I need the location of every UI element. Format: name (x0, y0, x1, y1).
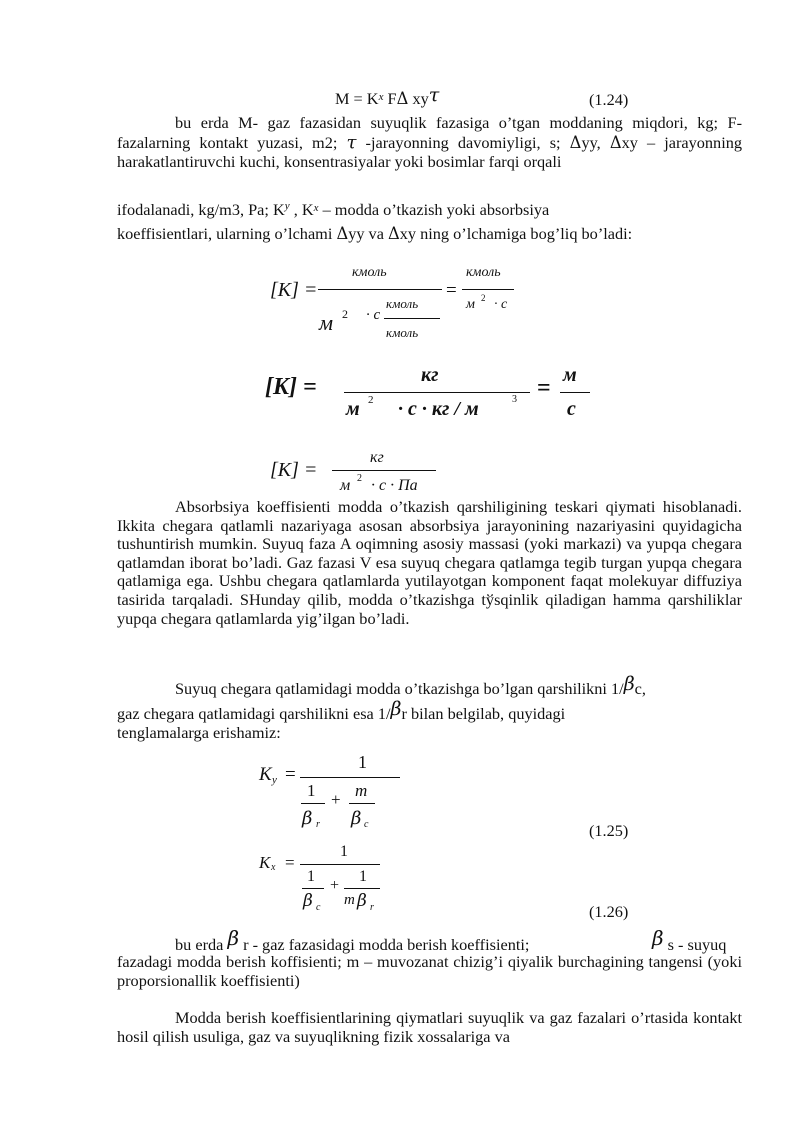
eq126-numerator: 1 (340, 843, 348, 860)
para1-text-a: bu erda M- gaz fazasidan suyuqlik fazasiga o’tgan moddaning miqdori, kg; F- fazalarning kontakt yuzasi, m2; (117, 113, 742, 152)
formula1-lhs: [K] = (270, 279, 318, 301)
formula2-den-rest: · с · кг / м (398, 398, 479, 420)
formula1-equals: = (446, 280, 457, 301)
eq124-x-symbol: x (378, 91, 384, 103)
para5-line1-right (652, 926, 727, 954)
beta-symbol: β (227, 926, 239, 950)
formula2-den-m: м (346, 398, 360, 420)
equation-1-24 (335, 84, 440, 110)
para2-text-a: ifodalanadi, kg/m3, Pa; K (117, 200, 285, 219)
x-symbol: x (313, 202, 319, 214)
formula1-right-den-2: 2 (481, 293, 486, 303)
formula2-equals: = (537, 375, 551, 401)
paragraph-contact-methods: Modda berish koeffisientlarining qiymatlari suyuqlik va gaz fazalari o’rtasida kontakt hosil qilish usuliga, gaz va suyuqlikning fizik xossalariga va (117, 1008, 742, 1046)
formula2-lhs: [K] = (265, 374, 317, 400)
delta-symbol: Δ (609, 132, 622, 152)
eq124-delta: Δ (396, 89, 409, 108)
formula1-numerator: кмоль (352, 265, 387, 280)
paragraph-definitions (117, 113, 742, 172)
formula2-right-den: с (567, 398, 576, 420)
formula1-den-m: м (319, 310, 334, 335)
delta-symbol: Δ (569, 132, 582, 152)
para2-text-b: , K (289, 200, 314, 219)
formula3-numerator: кг (370, 449, 384, 466)
formula1-inner-num: кмоль (386, 296, 419, 311)
paragraph-resistance (117, 673, 742, 742)
eq124-tau: τ (428, 84, 440, 106)
eq125-f2-sub: c (364, 819, 369, 830)
eq126-equals: = (285, 853, 295, 872)
eq126-f1-sub: c (316, 902, 321, 913)
eq126-plus: + (330, 877, 340, 894)
eq125-plus: + (331, 790, 341, 809)
para2-text-f: xy ning o’lchamiga bog’liq bo’ladi: (399, 224, 633, 243)
paragraph-absorption-theory: Absorbsiya koeffisienti modda o’tkazish qarshiligining teskari qiymati hisoblanadi. Ikkita chegara qatlamli nazariyaga asosan absorbsiya jarayonining nazariyasini quyidagicha tushuntirish mumkin. Suyuq faza A oqimning asosiy massasi (yoki markazi) va yupqa chegara qatlamdan iborat bo’ladi. Gaz fazasi V esa suyuq chegara qatlamga tegib turgan yupqa chegara qatlamiga ega. Ushbu chegara qatlamlarda yutilayotgan komponent faqat molekuyar diffuziya tasirida tarqaladi. SHunday qilib, modda o’tkazishga tўsqinlik qiladigan hamma qarshiliklar yupqa chegara qatlamlarda yig’ilgan bo’ladi. (117, 497, 742, 628)
formula2-den-2: 2 (368, 394, 374, 406)
para2-text-c: – modda o’tkazish yoki absorbsiya (318, 200, 550, 219)
beta-symbol: β (623, 673, 635, 695)
formula1-inner-bar (384, 318, 440, 319)
eq126-f2-bar (344, 888, 380, 889)
eq126-f2-sub: r (370, 902, 374, 913)
formula3-fraction-bar (332, 470, 436, 471)
formula2-right-num: м (563, 364, 577, 386)
beta-symbol: β (390, 698, 402, 720)
eq125-numerator: 1 (358, 752, 367, 772)
eq126-f2-num: 1 (359, 868, 367, 885)
delta-symbol: Δ (336, 224, 349, 243)
tau-symbol: τ (346, 131, 357, 153)
eq125-f1-sub: r (316, 819, 320, 830)
para4-text-b: c, (634, 679, 646, 698)
formula1-fraction-bar (318, 289, 442, 290)
eq126-main-bar (300, 864, 380, 865)
beta-symbol: β (652, 926, 664, 950)
para1-text-c: xy – jarayonning harakatlantiruvchi kuchi, konsentrasiyalar yoki bosimlar farqi orqali (117, 132, 743, 171)
para2-text-d: koeffisientlari, ularning o’lchami (117, 224, 337, 243)
formula1-inner-den: кмоль (386, 325, 419, 340)
eq125-lhs: K (259, 764, 272, 785)
para4-text-a: Suyuq chegara qatlamidagi modda o’tkazishga bo’lgan qarshilikni 1/ (175, 679, 624, 698)
formula3-den-m: м (340, 477, 351, 494)
y-superscript: y (284, 200, 290, 212)
para5-text-c: s - suyuq (667, 935, 727, 954)
delta-symbol: Δ (388, 224, 400, 243)
eq126-f1-bar (302, 888, 324, 889)
para4-text-e: tenglamalarga erishamiz: (117, 723, 281, 742)
eq126-lhs: K (259, 853, 271, 872)
para4-text-d: r bilan belgilab, quyidagi (401, 704, 566, 723)
eq125-f1-beta: β (302, 808, 313, 829)
formula2-numerator: кг (421, 364, 439, 386)
formula1-right-den-m: м (466, 297, 475, 312)
formula1-right-den-c: · с (494, 297, 508, 312)
formula3-lhs: [K] = (270, 459, 318, 481)
eq124-f: F (387, 89, 397, 108)
equation-number-1-24: (1.24) (589, 90, 629, 109)
formula2-right-bar (560, 392, 590, 393)
equation-number-1-25: (1.25) (589, 821, 629, 840)
para5-line1 (175, 926, 530, 954)
formula1-right-num: кмоль (466, 265, 501, 280)
eq126-f1-beta: β (303, 891, 313, 911)
formula2-den-3: 3 (512, 394, 517, 405)
eq125-main-bar (300, 777, 400, 778)
eq126-f2-beta: β (357, 891, 367, 911)
para1-text-b: -jarayonning davomiyligi, s; (356, 132, 570, 152)
eq125-f2-num: m (355, 781, 368, 800)
formula1-den-2: 2 (342, 307, 348, 321)
eq125-f1-num: 1 (307, 781, 316, 800)
paragraph-coefficient-definitions: fazadagi modda berish koffisienti; m – muvozanat chizig’i qiyalik burchagining tangensi (yoki proporsionallik koeffisienti) (117, 952, 742, 990)
eq126-lhs-sub: x (271, 862, 276, 873)
formula2-fraction-bar (344, 392, 530, 393)
eq125-lhs-sub: y (272, 774, 277, 786)
para1-text-yy: yy, (581, 132, 610, 152)
para5-text-a: bu erda (175, 935, 228, 954)
eq126-f2-m: m (344, 892, 355, 908)
para5-text-b: r - gaz fazasidagi modda berish koeffisienti; (243, 935, 530, 954)
formula3-den-2: 2 (357, 473, 362, 484)
eq125-equals: = (285, 764, 296, 785)
equation-number-1-26: (1.26) (589, 902, 629, 921)
para2-text-e: yy va (348, 224, 388, 243)
eq125-f2-beta: β (351, 808, 362, 829)
formula1-den-c: · с (366, 307, 381, 323)
eq125-f1-bar (301, 803, 325, 804)
para4-text-c: gaz chegara qatlamidagi qarshilikni esa 1/ (117, 704, 391, 723)
paragraph-coefficients (117, 199, 742, 244)
eq124-lhs: M = K (335, 89, 379, 108)
eq125-f2-bar (349, 803, 375, 804)
formula1-right-bar (462, 289, 514, 290)
formula3-den-rest: · с · Па (371, 477, 418, 494)
eq124-xy: xy (412, 89, 429, 108)
eq126-f1-num: 1 (307, 868, 315, 885)
